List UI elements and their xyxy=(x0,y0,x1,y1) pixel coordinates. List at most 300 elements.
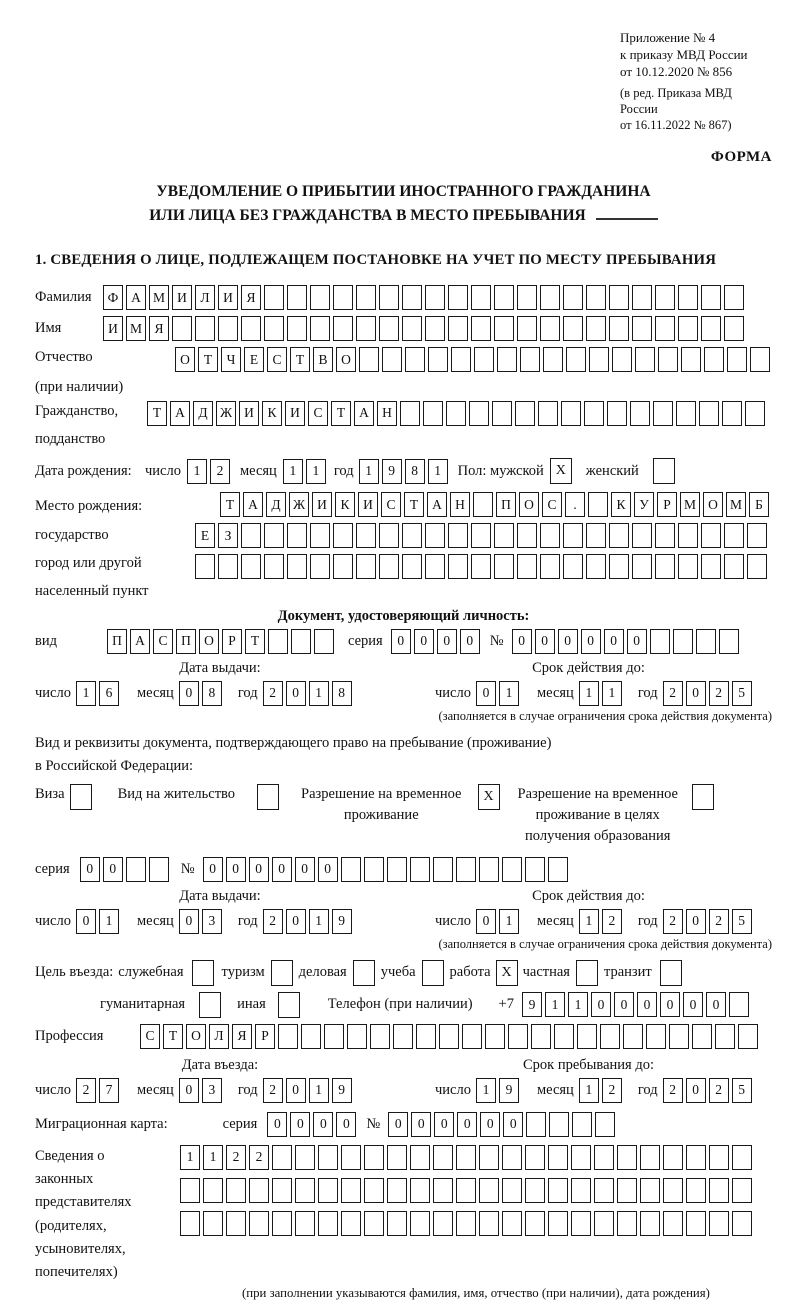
char-cell[interactable]: 2 xyxy=(709,909,729,934)
char-cell[interactable] xyxy=(416,1024,436,1049)
char-cell[interactable] xyxy=(433,1178,453,1203)
char-cell[interactable]: М xyxy=(126,316,146,341)
char-cell[interactable] xyxy=(724,285,744,310)
char-cell[interactable] xyxy=(324,1024,344,1049)
checkbox-study[interactable] xyxy=(422,960,444,986)
char-cell[interactable]: 2 xyxy=(210,459,230,484)
char-cell[interactable]: 0 xyxy=(683,992,703,1017)
char-cell[interactable] xyxy=(439,1024,459,1049)
char-cell[interactable]: 2 xyxy=(663,681,683,706)
char-cell[interactable] xyxy=(701,285,721,310)
char-cell[interactable] xyxy=(563,554,583,579)
char-cell[interactable] xyxy=(526,1112,546,1137)
char-cell[interactable]: Т xyxy=(198,347,218,372)
char-cell[interactable] xyxy=(722,401,742,426)
char-cell[interactable] xyxy=(609,316,629,341)
char-cell[interactable] xyxy=(456,1211,476,1236)
char-cell[interactable] xyxy=(517,285,537,310)
char-cell[interactable] xyxy=(379,285,399,310)
char-cell[interactable] xyxy=(563,523,583,548)
char-cell[interactable]: И xyxy=(172,285,192,310)
char-cell[interactable]: 0 xyxy=(512,629,532,654)
char-cell[interactable] xyxy=(543,347,563,372)
char-cell[interactable]: 0 xyxy=(179,681,199,706)
char-cell[interactable]: 0 xyxy=(313,1112,333,1137)
char-cell[interactable] xyxy=(732,1211,752,1236)
char-cell[interactable]: Е xyxy=(244,347,264,372)
char-cell[interactable] xyxy=(692,1024,712,1049)
char-cell[interactable]: Д xyxy=(266,492,286,517)
char-cell[interactable] xyxy=(676,401,696,426)
char-cell[interactable]: 2 xyxy=(602,909,622,934)
char-cell[interactable] xyxy=(318,1178,338,1203)
char-cell[interactable] xyxy=(617,1145,637,1170)
char-cell[interactable] xyxy=(701,316,721,341)
char-cell[interactable] xyxy=(268,629,288,654)
char-cell[interactable] xyxy=(646,1024,666,1049)
char-cell[interactable]: Я xyxy=(241,285,261,310)
char-cell[interactable] xyxy=(594,1211,614,1236)
char-cell[interactable] xyxy=(318,1145,338,1170)
char-cell[interactable] xyxy=(502,1211,522,1236)
char-cell[interactable]: Т xyxy=(147,401,167,426)
char-cell[interactable] xyxy=(561,401,581,426)
char-cell[interactable] xyxy=(456,1178,476,1203)
char-cell[interactable]: 0 xyxy=(480,1112,500,1137)
char-cell[interactable]: У xyxy=(634,492,654,517)
char-cell[interactable] xyxy=(640,1145,660,1170)
char-cell[interactable] xyxy=(732,1178,752,1203)
char-cell[interactable]: 8 xyxy=(202,681,222,706)
char-cell[interactable]: Т xyxy=(290,347,310,372)
char-cell[interactable] xyxy=(218,554,238,579)
char-cell[interactable]: 0 xyxy=(336,1112,356,1137)
char-cell[interactable] xyxy=(291,629,311,654)
char-cell[interactable] xyxy=(393,1024,413,1049)
char-cell[interactable]: 5 xyxy=(732,909,752,934)
char-cell[interactable] xyxy=(333,316,353,341)
char-cell[interactable] xyxy=(295,1178,315,1203)
checkbox-private[interactable] xyxy=(576,960,598,986)
char-cell[interactable] xyxy=(600,1024,620,1049)
char-cell[interactable] xyxy=(364,1211,384,1236)
char-cell[interactable] xyxy=(264,316,284,341)
char-cell[interactable]: 0 xyxy=(614,992,634,1017)
char-cell[interactable]: 0 xyxy=(272,857,292,882)
char-cell[interactable] xyxy=(364,857,384,882)
char-cell[interactable]: 0 xyxy=(318,857,338,882)
char-cell[interactable]: 2 xyxy=(226,1145,246,1170)
char-cell[interactable] xyxy=(310,316,330,341)
char-cell[interactable] xyxy=(402,523,422,548)
char-cell[interactable] xyxy=(195,316,215,341)
char-cell[interactable]: С xyxy=(140,1024,160,1049)
char-cell[interactable]: 1 xyxy=(283,459,303,484)
char-cell[interactable]: А xyxy=(243,492,263,517)
char-cell[interactable] xyxy=(469,401,489,426)
char-cell[interactable] xyxy=(563,316,583,341)
checkbox-visa[interactable] xyxy=(70,784,92,810)
char-cell[interactable] xyxy=(356,316,376,341)
char-cell[interactable] xyxy=(203,1211,223,1236)
char-cell[interactable]: 0 xyxy=(411,1112,431,1137)
char-cell[interactable] xyxy=(287,523,307,548)
char-cell[interactable]: 1 xyxy=(428,459,448,484)
char-cell[interactable] xyxy=(172,316,192,341)
char-cell[interactable]: 0 xyxy=(391,629,411,654)
char-cell[interactable] xyxy=(462,1024,482,1049)
char-cell[interactable] xyxy=(517,316,537,341)
char-cell[interactable] xyxy=(410,1211,430,1236)
char-cell[interactable]: Б xyxy=(749,492,769,517)
char-cell[interactable] xyxy=(724,554,744,579)
char-cell[interactable] xyxy=(356,523,376,548)
char-cell[interactable] xyxy=(180,1178,200,1203)
char-cell[interactable]: 1 xyxy=(309,909,329,934)
char-cell[interactable] xyxy=(549,1112,569,1137)
char-cell[interactable] xyxy=(448,285,468,310)
char-cell[interactable]: 2 xyxy=(249,1145,269,1170)
char-cell[interactable] xyxy=(241,554,261,579)
char-cell[interactable] xyxy=(520,347,540,372)
char-cell[interactable] xyxy=(540,554,560,579)
char-cell[interactable]: 0 xyxy=(706,992,726,1017)
char-cell[interactable]: Л xyxy=(195,285,215,310)
char-cell[interactable] xyxy=(433,1211,453,1236)
char-cell[interactable]: 0 xyxy=(226,857,246,882)
char-cell[interactable] xyxy=(479,857,499,882)
char-cell[interactable]: Ж xyxy=(216,401,236,426)
char-cell[interactable]: Л xyxy=(209,1024,229,1049)
checkbox-temp-residence[interactable]: X xyxy=(478,784,500,810)
char-cell[interactable] xyxy=(669,1024,689,1049)
char-cell[interactable] xyxy=(497,347,517,372)
char-cell[interactable] xyxy=(571,1178,591,1203)
char-cell[interactable]: 2 xyxy=(709,1078,729,1103)
char-cell[interactable] xyxy=(226,1178,246,1203)
char-cell[interactable]: 9 xyxy=(332,1078,352,1103)
char-cell[interactable] xyxy=(594,1178,614,1203)
char-cell[interactable]: 8 xyxy=(332,681,352,706)
char-cell[interactable] xyxy=(525,1211,545,1236)
char-cell[interactable]: 0 xyxy=(660,992,680,1017)
char-cell[interactable] xyxy=(379,316,399,341)
char-cell[interactable] xyxy=(203,1178,223,1203)
char-cell[interactable] xyxy=(617,1178,637,1203)
checkbox-female[interactable] xyxy=(653,458,675,484)
char-cell[interactable] xyxy=(448,316,468,341)
char-cell[interactable] xyxy=(701,554,721,579)
char-cell[interactable] xyxy=(595,1112,615,1137)
char-cell[interactable]: И xyxy=(103,316,123,341)
char-cell[interactable]: 0 xyxy=(686,681,706,706)
char-cell[interactable] xyxy=(341,1211,361,1236)
char-cell[interactable]: О xyxy=(703,492,723,517)
char-cell[interactable] xyxy=(310,554,330,579)
char-cell[interactable] xyxy=(709,1178,729,1203)
char-cell[interactable] xyxy=(673,629,693,654)
char-cell[interactable]: 0 xyxy=(581,629,601,654)
char-cell[interactable]: А xyxy=(427,492,447,517)
char-cell[interactable] xyxy=(301,1024,321,1049)
char-cell[interactable]: 2 xyxy=(76,1078,96,1103)
char-cell[interactable]: 0 xyxy=(388,1112,408,1137)
char-cell[interactable] xyxy=(382,347,402,372)
char-cell[interactable] xyxy=(747,554,767,579)
char-cell[interactable]: 1 xyxy=(203,1145,223,1170)
char-cell[interactable]: 0 xyxy=(476,909,496,934)
char-cell[interactable] xyxy=(586,554,606,579)
char-cell[interactable]: Ф xyxy=(103,285,123,310)
char-cell[interactable] xyxy=(572,1112,592,1137)
char-cell[interactable] xyxy=(563,285,583,310)
char-cell[interactable] xyxy=(732,1145,752,1170)
char-cell[interactable]: 0 xyxy=(267,1112,287,1137)
char-cell[interactable] xyxy=(655,285,675,310)
char-cell[interactable] xyxy=(494,523,514,548)
char-cell[interactable] xyxy=(650,629,670,654)
char-cell[interactable]: 5 xyxy=(732,1078,752,1103)
char-cell[interactable]: О xyxy=(186,1024,206,1049)
char-cell[interactable] xyxy=(387,1211,407,1236)
char-cell[interactable] xyxy=(701,523,721,548)
char-cell[interactable]: С xyxy=(381,492,401,517)
char-cell[interactable] xyxy=(272,1178,292,1203)
char-cell[interactable]: 0 xyxy=(286,1078,306,1103)
char-cell[interactable] xyxy=(738,1024,758,1049)
char-cell[interactable] xyxy=(479,1145,499,1170)
char-cell[interactable]: П xyxy=(496,492,516,517)
char-cell[interactable] xyxy=(678,523,698,548)
char-cell[interactable] xyxy=(471,316,491,341)
char-cell[interactable] xyxy=(607,401,627,426)
char-cell[interactable] xyxy=(410,1178,430,1203)
char-cell[interactable] xyxy=(655,523,675,548)
char-cell[interactable]: 1 xyxy=(309,681,329,706)
char-cell[interactable] xyxy=(272,1145,292,1170)
char-cell[interactable]: 0 xyxy=(460,629,480,654)
char-cell[interactable]: 0 xyxy=(286,681,306,706)
char-cell[interactable] xyxy=(719,629,739,654)
char-cell[interactable] xyxy=(492,401,512,426)
char-cell[interactable] xyxy=(617,1211,637,1236)
char-cell[interactable] xyxy=(333,523,353,548)
char-cell[interactable]: 2 xyxy=(663,1078,683,1103)
char-cell[interactable]: 0 xyxy=(503,1112,523,1137)
char-cell[interactable] xyxy=(341,1145,361,1170)
char-cell[interactable] xyxy=(423,401,443,426)
char-cell[interactable] xyxy=(681,347,701,372)
char-cell[interactable]: Т xyxy=(220,492,240,517)
char-cell[interactable] xyxy=(264,554,284,579)
checkbox-official[interactable] xyxy=(192,960,214,986)
char-cell[interactable]: Т xyxy=(404,492,424,517)
char-cell[interactable] xyxy=(479,1211,499,1236)
char-cell[interactable] xyxy=(632,523,652,548)
char-cell[interactable]: М xyxy=(149,285,169,310)
char-cell[interactable]: М xyxy=(726,492,746,517)
char-cell[interactable] xyxy=(686,1178,706,1203)
char-cell[interactable]: 0 xyxy=(604,629,624,654)
char-cell[interactable] xyxy=(745,401,765,426)
char-cell[interactable] xyxy=(663,1178,683,1203)
char-cell[interactable]: 0 xyxy=(558,629,578,654)
char-cell[interactable] xyxy=(241,523,261,548)
char-cell[interactable] xyxy=(655,316,675,341)
char-cell[interactable] xyxy=(400,401,420,426)
char-cell[interactable]: С xyxy=(308,401,328,426)
char-cell[interactable]: К xyxy=(611,492,631,517)
char-cell[interactable] xyxy=(387,1145,407,1170)
char-cell[interactable]: И xyxy=(358,492,378,517)
char-cell[interactable] xyxy=(747,523,767,548)
char-cell[interactable]: 0 xyxy=(476,681,496,706)
char-cell[interactable]: 3 xyxy=(202,1078,222,1103)
char-cell[interactable] xyxy=(663,1211,683,1236)
char-cell[interactable] xyxy=(485,1024,505,1049)
char-cell[interactable] xyxy=(425,523,445,548)
char-cell[interactable]: 1 xyxy=(359,459,379,484)
char-cell[interactable]: А xyxy=(354,401,374,426)
char-cell[interactable]: 0 xyxy=(434,1112,454,1137)
char-cell[interactable] xyxy=(425,316,445,341)
char-cell[interactable] xyxy=(589,347,609,372)
char-cell[interactable]: Е xyxy=(195,523,215,548)
char-cell[interactable] xyxy=(586,316,606,341)
char-cell[interactable] xyxy=(632,316,652,341)
checkbox-other[interactable] xyxy=(278,992,300,1018)
char-cell[interactable]: 1 xyxy=(579,681,599,706)
char-cell[interactable]: 0 xyxy=(76,909,96,934)
char-cell[interactable]: А xyxy=(126,285,146,310)
char-cell[interactable] xyxy=(502,857,522,882)
char-cell[interactable]: 0 xyxy=(627,629,647,654)
char-cell[interactable] xyxy=(126,857,146,882)
char-cell[interactable] xyxy=(341,1178,361,1203)
char-cell[interactable]: 1 xyxy=(499,681,519,706)
char-cell[interactable]: 7 xyxy=(99,1078,119,1103)
char-cell[interactable] xyxy=(295,1145,315,1170)
char-cell[interactable] xyxy=(410,857,430,882)
char-cell[interactable] xyxy=(609,523,629,548)
char-cell[interactable] xyxy=(428,347,448,372)
char-cell[interactable] xyxy=(272,1211,292,1236)
char-cell[interactable]: 1 xyxy=(187,459,207,484)
char-cell[interactable] xyxy=(609,285,629,310)
char-cell[interactable] xyxy=(508,1024,528,1049)
char-cell[interactable] xyxy=(658,347,678,372)
char-cell[interactable] xyxy=(653,401,673,426)
char-cell[interactable]: 0 xyxy=(103,857,123,882)
char-cell[interactable] xyxy=(525,1145,545,1170)
char-cell[interactable]: 5 xyxy=(732,681,752,706)
char-cell[interactable] xyxy=(525,1178,545,1203)
checkbox-residence-permit[interactable] xyxy=(257,784,279,810)
char-cell[interactable]: К xyxy=(262,401,282,426)
char-cell[interactable]: 2 xyxy=(602,1078,622,1103)
char-cell[interactable]: А xyxy=(130,629,150,654)
char-cell[interactable]: С xyxy=(542,492,562,517)
char-cell[interactable]: А xyxy=(170,401,190,426)
char-cell[interactable]: И xyxy=(218,285,238,310)
checkbox-male[interactable]: X xyxy=(550,458,572,484)
char-cell[interactable] xyxy=(566,347,586,372)
char-cell[interactable]: Ж xyxy=(289,492,309,517)
char-cell[interactable] xyxy=(609,554,629,579)
char-cell[interactable]: 0 xyxy=(179,1078,199,1103)
char-cell[interactable] xyxy=(635,347,655,372)
char-cell[interactable] xyxy=(663,1145,683,1170)
char-cell[interactable]: И xyxy=(312,492,332,517)
char-cell[interactable]: Т xyxy=(163,1024,183,1049)
char-cell[interactable]: 1 xyxy=(476,1078,496,1103)
char-cell[interactable] xyxy=(402,554,422,579)
checkbox-humanitarian[interactable] xyxy=(199,992,221,1018)
char-cell[interactable]: О xyxy=(336,347,356,372)
char-cell[interactable]: 2 xyxy=(663,909,683,934)
char-cell[interactable]: 0 xyxy=(179,909,199,934)
char-cell[interactable] xyxy=(314,629,334,654)
char-cell[interactable]: Т xyxy=(331,401,351,426)
char-cell[interactable]: Н xyxy=(377,401,397,426)
char-cell[interactable]: О xyxy=(519,492,539,517)
char-cell[interactable] xyxy=(448,554,468,579)
char-cell[interactable] xyxy=(264,523,284,548)
char-cell[interactable] xyxy=(538,401,558,426)
char-cell[interactable] xyxy=(548,1145,568,1170)
char-cell[interactable] xyxy=(548,857,568,882)
char-cell[interactable]: Р xyxy=(657,492,677,517)
char-cell[interactable] xyxy=(502,1178,522,1203)
char-cell[interactable] xyxy=(525,857,545,882)
char-cell[interactable] xyxy=(655,554,675,579)
char-cell[interactable]: 0 xyxy=(535,629,555,654)
char-cell[interactable]: 0 xyxy=(290,1112,310,1137)
char-cell[interactable]: 9 xyxy=(522,992,542,1017)
char-cell[interactable]: В xyxy=(313,347,333,372)
checkbox-tourism[interactable] xyxy=(271,960,293,986)
char-cell[interactable] xyxy=(318,1211,338,1236)
char-cell[interactable] xyxy=(425,554,445,579)
char-cell[interactable] xyxy=(249,1178,269,1203)
char-cell[interactable] xyxy=(531,1024,551,1049)
char-cell[interactable] xyxy=(471,554,491,579)
char-cell[interactable] xyxy=(264,285,284,310)
char-cell[interactable] xyxy=(356,554,376,579)
char-cell[interactable] xyxy=(356,285,376,310)
char-cell[interactable] xyxy=(287,316,307,341)
char-cell[interactable] xyxy=(632,285,652,310)
char-cell[interactable]: П xyxy=(107,629,127,654)
char-cell[interactable]: З xyxy=(218,523,238,548)
char-cell[interactable]: 0 xyxy=(686,909,706,934)
char-cell[interactable] xyxy=(586,285,606,310)
char-cell[interactable] xyxy=(310,285,330,310)
char-cell[interactable]: 9 xyxy=(382,459,402,484)
char-cell[interactable]: 0 xyxy=(414,629,434,654)
char-cell[interactable] xyxy=(433,1145,453,1170)
char-cell[interactable] xyxy=(149,857,169,882)
char-cell[interactable] xyxy=(540,316,560,341)
char-cell[interactable]: . xyxy=(565,492,585,517)
checkbox-transit[interactable] xyxy=(660,960,682,986)
char-cell[interactable] xyxy=(387,1178,407,1203)
char-cell[interactable]: Н xyxy=(450,492,470,517)
char-cell[interactable] xyxy=(612,347,632,372)
char-cell[interactable]: 0 xyxy=(637,992,657,1017)
char-cell[interactable] xyxy=(359,347,379,372)
char-cell[interactable] xyxy=(195,554,215,579)
